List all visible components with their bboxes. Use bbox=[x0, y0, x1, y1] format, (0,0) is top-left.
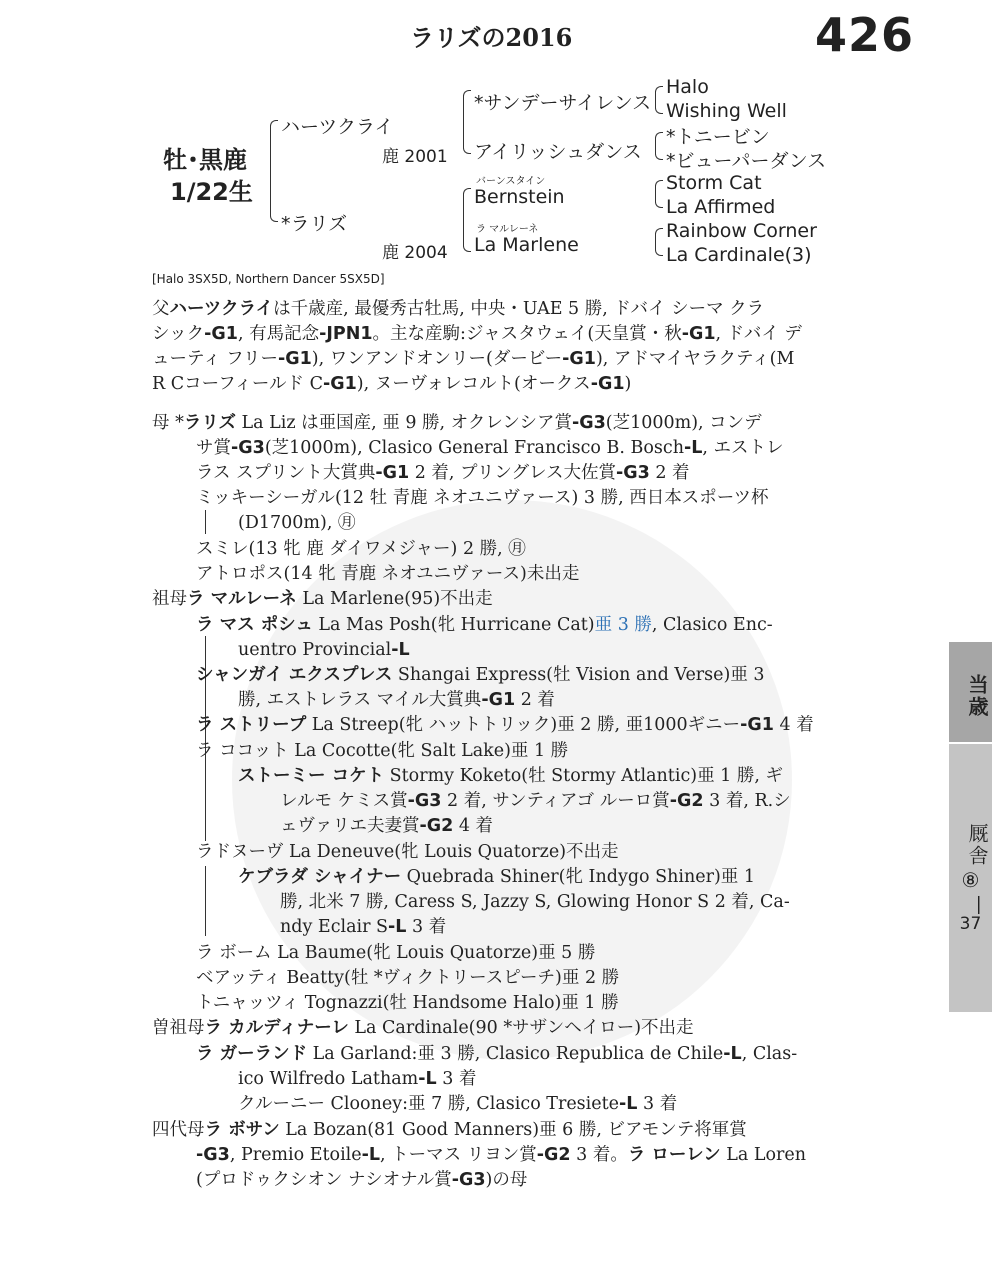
text-line: (D1700m), ㊊ bbox=[238, 513, 356, 533]
birth-date: 1/22生 bbox=[170, 178, 253, 206]
sire-text-line: シック-G1, 有馬記念-JPN1。主な産駒:ジャスタウェイ(天皇賞・秋-G1, ドバイ デ bbox=[152, 324, 802, 344]
text-line: サ賞-G3(芝1000m), Clasico General Francisco B. Bosch-L, エストレ bbox=[196, 438, 784, 458]
tab-stable[interactable] bbox=[949, 744, 992, 1012]
text-line: スミレ(13 牝 鹿 ダイワメジャー) 2 勝, ㊊ bbox=[196, 539, 526, 559]
text-line: ndy Eclair S-L 3 着 bbox=[280, 917, 447, 937]
pedigree-brace bbox=[655, 228, 663, 256]
family-bar bbox=[205, 866, 206, 936]
dam-dam: La Marlene bbox=[474, 234, 579, 256]
page-title: ラリズの2016 bbox=[410, 23, 573, 52]
text-line: ラ ココット La Cocotte(牝 Salt Lake)亜 1 勝 bbox=[196, 741, 569, 761]
text-line: ストーミー コケト Stormy Koketo(牡 Stormy Atlantic)亜 1 勝, ギ bbox=[238, 766, 783, 786]
dam-dam-kana: ラ マルレーネ bbox=[476, 224, 539, 235]
text-line: ラス スプリント大賞典-G1 2 着, プリングレス大佐賞-G3 2 着 bbox=[196, 463, 690, 483]
inbreeding-note: [Halo 3SX5D, Northern Dancer 5SX5D] bbox=[152, 272, 385, 286]
text-line: ケブラダ シャイナー Quebrada Shiner(牝 Indygo Shiner)亜 1 bbox=[238, 867, 756, 887]
page-number: 426 bbox=[815, 8, 915, 62]
tab-current-age-label: 当歳 bbox=[965, 674, 989, 718]
sire-text-line: 父ハーツクライは千歳産, 最優秀古牡馬, 中央・UAE 5 勝, ドバイ シーマ クラ bbox=[152, 299, 765, 319]
text-line: クルーニー Clooney:亜 7 勝, Clasico Tresiete-L 3 着 bbox=[238, 1094, 678, 1114]
gen3-1: Halo bbox=[666, 76, 709, 98]
text-line: ラ ストリープ La Streep(牝 ハットトリック)亜 2 勝, 亜1000ギニー-G1 4 着 bbox=[196, 715, 814, 735]
pedigree-brace bbox=[655, 180, 663, 208]
text-line: 勝, エストレラス マイル大賞典-G1 2 着 bbox=[238, 690, 555, 710]
gen3-7: Rainbow Corner bbox=[666, 220, 817, 242]
dam-sire-kana: バーンスタイン bbox=[476, 176, 546, 187]
sire-text-line: ューティ フリー-G1), ワンアンドオンリー(ダービー-G1), アドマイヤラクティ(M bbox=[152, 349, 795, 369]
text-line: 祖母ラ マルレーネ La Marlene(95)不出走 bbox=[152, 589, 493, 609]
text-line: アトロポス(14 牝 青鹿 ネオユニヴァース)未出走 bbox=[196, 564, 580, 584]
text-line: 曽祖母ラ カルディナーレ La Cardinale(90 *サザンヘイロー)不出走 bbox=[152, 1018, 694, 1038]
text-line: 勝, 北米 7 勝, Caress S, Jazzy S, Glowing Honor S 2 着, Ca- bbox=[280, 892, 790, 912]
text-line: ミッキーシーガル(12 牡 青鹿 ネオユニヴァース) 3 勝, 西日本スポーツ杯 bbox=[196, 488, 769, 508]
text-line: ラドヌーヴ La Deneuve(牝 Louis Quatorze)不出走 bbox=[196, 842, 619, 862]
pedigree-brace bbox=[655, 132, 663, 160]
sire-sire: *サンデーサイレンス bbox=[474, 92, 652, 114]
text-line: シャンガイ エクスプレス Shangai Express(牡 Vision and Verse)亜 3 bbox=[196, 665, 765, 685]
gen3-8: La Cardinale(3) bbox=[666, 244, 812, 266]
gen3-5: Storm Cat bbox=[666, 172, 762, 194]
gen3-3: *トニービン bbox=[666, 126, 770, 148]
sex-color: 牡･黒鹿 bbox=[163, 146, 247, 174]
text-line: (プロドゥクシオン ナシオナル賞-G3)の母 bbox=[196, 1170, 528, 1190]
text-line: ベアッティ Beatty(牡 *ヴィクトリースピーチ)亜 2 勝 bbox=[196, 968, 620, 988]
pedigree-brace bbox=[655, 86, 663, 114]
dam-meta: 鹿 2004 bbox=[382, 243, 448, 263]
dam-sire: Bernstein bbox=[474, 186, 565, 208]
pedigree-brace bbox=[463, 90, 471, 154]
gen3-6: La Affirmed bbox=[666, 196, 776, 218]
pedigree-brace bbox=[270, 120, 278, 222]
family-bar bbox=[205, 510, 206, 534]
pedigree-brace bbox=[463, 188, 471, 252]
tab-stable-num: ⑧ bbox=[961, 868, 980, 892]
text-line: 母 *ラリズ La Liz は亜国産, 亜 9 勝, オクレンシア賞-G3(芝1000m), コンデ bbox=[152, 413, 762, 433]
text-line: 四代母ラ ボサン La Bozan(81 Good Manners)亜 6 勝, ビアモンテ将軍賞 bbox=[152, 1120, 747, 1140]
gen3-4: *ビューパーダンス bbox=[666, 150, 827, 172]
text-line: ラ マス ポシュ La Mas Posh(牝 Hurricane Cat)亜 3 勝, Clasico Enc- bbox=[196, 615, 773, 635]
text-line: トニャッツィ Tognazzi(牡 Handsome Halo)亜 1 勝 bbox=[196, 993, 619, 1013]
text-line: -G3, Premio Etoile-L, トーマス リヨン賞-G2 3 着。ラ ローレン La Loren bbox=[196, 1145, 806, 1165]
sire-text-line: R Cコーフィールド C-G1), ヌーヴォレコルト(オークス-G1) bbox=[152, 374, 632, 394]
text-line: ico Wilfredo Latham-L 3 着 bbox=[238, 1069, 477, 1089]
sire-meta: 鹿 2001 bbox=[382, 147, 448, 167]
dam-name: *ラリズ bbox=[281, 213, 348, 235]
text-line: レルモ ケミス賞-G3 2 着, サンティアゴ ルーロ賞-G2 3 着, R.シ bbox=[280, 791, 791, 811]
text-line: ラ ボーム La Baume(牝 Louis Quatorze)亜 5 勝 bbox=[196, 943, 596, 963]
gen3-2: Wishing Well bbox=[666, 100, 787, 122]
tab-current-age[interactable] bbox=[949, 642, 992, 742]
tab-stable-dash: — bbox=[968, 895, 992, 915]
tab-stable-sub: 37 bbox=[959, 914, 982, 934]
text-line: ェヴァリエ夫妻賞-G2 4 着 bbox=[280, 816, 494, 836]
sire-dam: アイリッシュダンス bbox=[474, 141, 642, 163]
tab-stable-label: 厩舎 bbox=[965, 823, 989, 867]
text-line: ラ ガーランド La Garland:亜 3 勝, Clasico Republica de Chile-L, Clas- bbox=[196, 1044, 798, 1064]
text-line: uentro Provincial-L bbox=[238, 640, 410, 660]
sire-name: ハーツクライ bbox=[281, 116, 394, 138]
